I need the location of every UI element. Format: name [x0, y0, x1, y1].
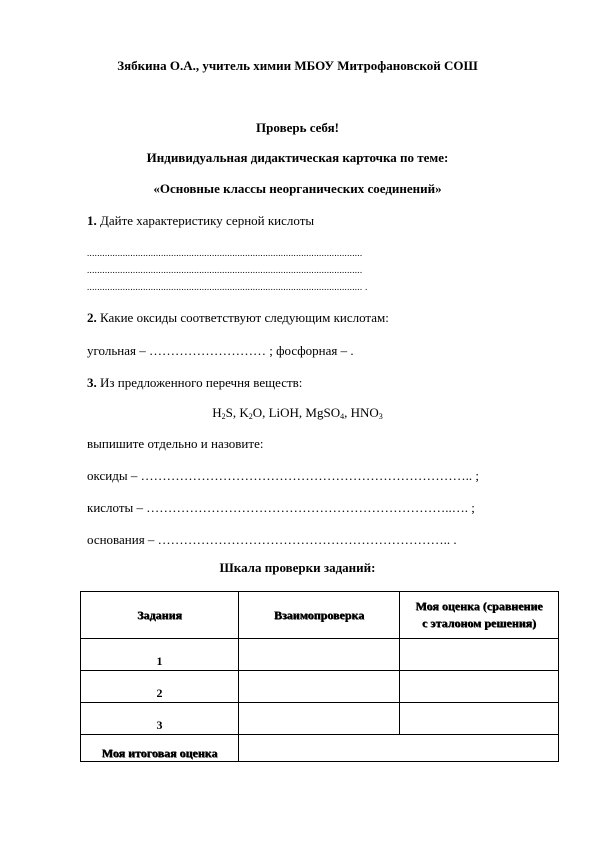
scale-table [80, 591, 559, 762]
task-number-cell: 2 [81, 671, 239, 703]
card-topic: «Основные классы неорганических соединений» [153, 181, 442, 196]
oxides-line: оксиды – ………………………………………………………………….. ; [87, 468, 479, 483]
answer-line-1: ............................................................................................................ [87, 248, 363, 258]
task-2-text: Какие оксиды соответствуют следующим кислотам: [100, 310, 389, 325]
acids-line: кислоты – ……………………………………………………………..…. ; [87, 500, 475, 515]
task-1 [87, 213, 314, 229]
final-grade-cell[interactable] [239, 735, 559, 762]
table-row [81, 671, 559, 703]
peer-check-cell[interactable] [239, 671, 400, 703]
task-3-instruction: выпишите отдельно и назовите: [87, 436, 264, 451]
bases-line: основания – ………………………………………………………….. . [87, 532, 457, 547]
peer-check-cell[interactable] [239, 639, 400, 671]
task-1-text: Дайте характеристику серной кислоты [100, 213, 315, 228]
task-2-number: 2. [87, 310, 97, 325]
my-grade-cell[interactable] [400, 671, 559, 703]
my-grade-cell[interactable] [400, 639, 559, 671]
task-3-number: 3. [87, 375, 97, 390]
task-3-text: Из предложенного перечня веществ: [100, 375, 303, 390]
task-2 [87, 310, 389, 326]
card-title: Проверь себя! [256, 120, 339, 135]
peer-check-cell[interactable] [239, 703, 400, 735]
header-my-grade: Моя оценка (сравнение с эталоном решения) [400, 592, 559, 639]
scale-header-row [81, 592, 559, 639]
header-peer-check: Взаимопроверка [239, 592, 400, 639]
my-grade-cell[interactable] [400, 703, 559, 735]
task-3 [87, 375, 302, 391]
task-number-cell: 1 [81, 639, 239, 671]
answer-line-2: ............................................................................................................ [87, 265, 363, 275]
answer-line-3: ............................................................................................................ . [87, 282, 368, 292]
table-row [81, 639, 559, 671]
author-line: Зябкина О.А., учитель химии МБОУ Митрофановской СОШ [117, 58, 478, 73]
card-subtitle: Индивидуальная дидактическая карточка по теме: [146, 150, 449, 165]
final-grade-label: Моя итоговая оценка [81, 735, 239, 762]
table-row [81, 703, 559, 735]
task-number-cell: 3 [81, 703, 239, 735]
formula-list: $H_2S$, $K_2O$, LiOH, MgSO$_4$, $HNO_3$ [212, 405, 383, 421]
final-grade-row [81, 735, 559, 762]
task-2-answer: угольная – ……………………… ; фосфорная – . [87, 343, 354, 358]
scale-title: Шкала проверки заданий: [219, 560, 376, 575]
header-tasks: Задания [81, 592, 239, 639]
task-1-number: 1. [87, 213, 97, 228]
